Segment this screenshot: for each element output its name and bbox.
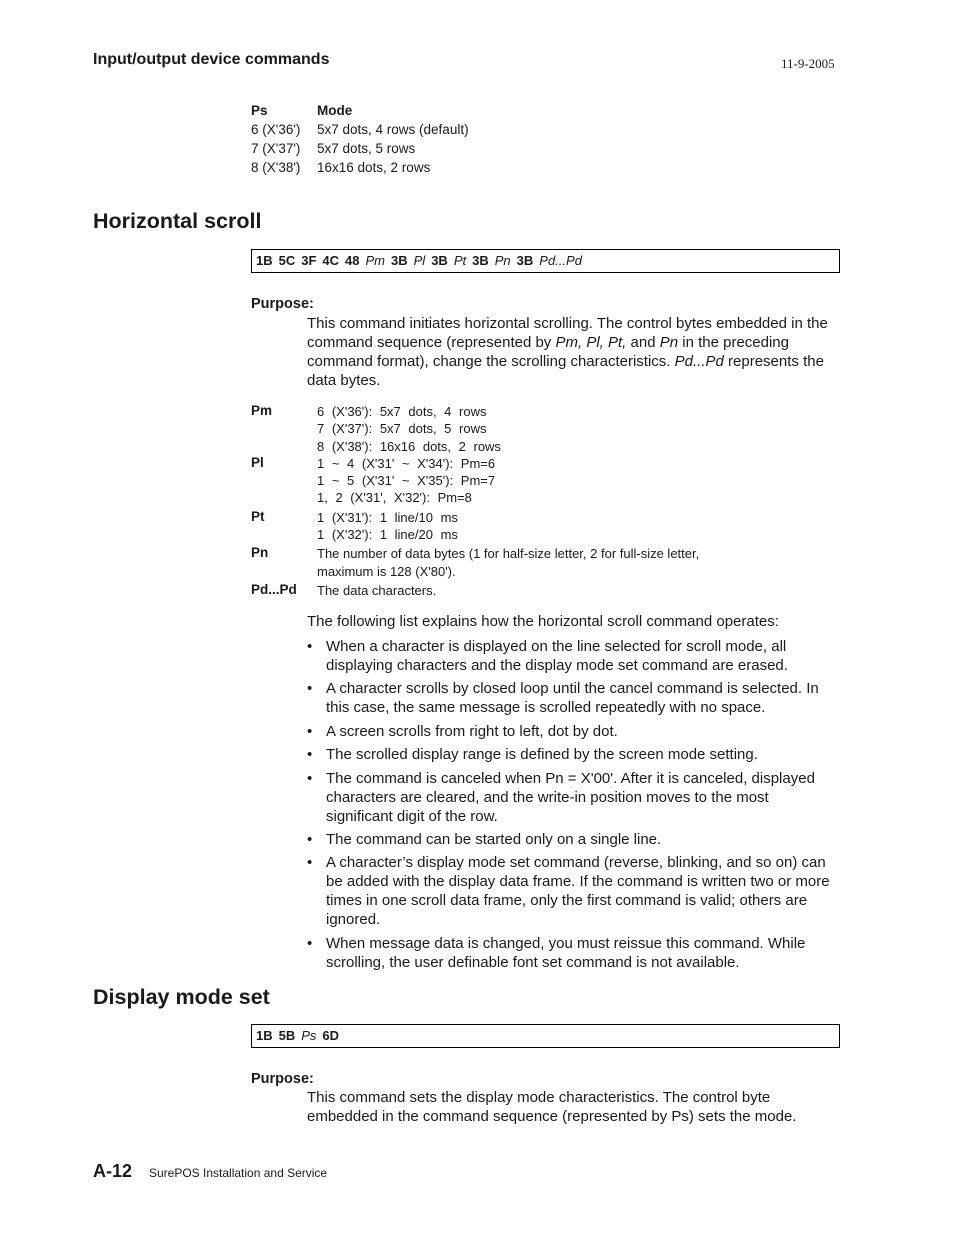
- parameter-name: Pl: [251, 454, 264, 470]
- command-format-box: [251, 249, 840, 273]
- purpose-italic: Pm, Pl, Pt,: [555, 334, 627, 351]
- parameter-row-pt: [251, 509, 699, 544]
- command-byte: 48: [345, 253, 360, 268]
- purpose-paragraph: This command sets the display mode characteristics. The control byte embedded in the command sequence (represented by Ps) sets the mode.: [307, 1089, 797, 1125]
- running-head: Input/output device commands: [93, 51, 330, 68]
- list-item: • When a character is displayed on the line selected for scroll mode, all displaying characters and the display mode set command are erased.: [307, 637, 837, 675]
- list-item: • A character’s display mode set command (reverse, blinking, and so on) can be added with the display data frame. If the command is written two or more times in one scroll data frame, only the first command is valid; others are ignored.: [307, 853, 837, 929]
- parameter-values: [317, 582, 436, 599]
- command-byte: 3B: [472, 253, 489, 268]
- command-byte: 5C: [278, 253, 296, 268]
- operation-list: [307, 637, 837, 976]
- parameter-name: Pt: [251, 508, 265, 524]
- command-format-box: [251, 1024, 840, 1048]
- parameter-row-pn: [251, 545, 699, 580]
- document-date: 11-9-2005: [781, 56, 835, 71]
- list-item: • The command can be started only on a single line.: [307, 830, 837, 849]
- book-title: SurePOS Installation and Service: [149, 1166, 328, 1180]
- section-heading-display-mode-set: Display mode set: [93, 985, 270, 1009]
- table-cell: 5x7 dots, 4 rows (default): [317, 122, 469, 137]
- purpose-italic: Pn: [659, 334, 679, 351]
- table-row: [251, 160, 469, 179]
- command-byte: 5B: [278, 1028, 296, 1043]
- parameter-line: 6 (X'36'): 5x7 dots, 4 rows: [317, 404, 487, 419]
- parameter-line: maximum is 128 (X'80').: [317, 563, 456, 579]
- parameter-name: Pd...Pd: [251, 581, 297, 597]
- parameter-values: [317, 455, 495, 507]
- column-header-ps: Ps: [251, 103, 268, 118]
- command-param: Pl: [413, 253, 426, 268]
- purpose-label: Purpose:: [251, 296, 314, 312]
- table-header-row: [251, 103, 469, 122]
- parameter-row-pm: [251, 403, 699, 455]
- command-byte: 1B: [256, 253, 273, 268]
- column-header-mode: Mode: [317, 103, 353, 118]
- parameter-line: The data characters.: [317, 582, 437, 598]
- parameter-values: [317, 509, 458, 544]
- purpose-text: in the preceding command format), change the scrolling characteristics.: [307, 334, 789, 370]
- purpose-text: represents the data bytes.: [307, 353, 824, 389]
- parameter-list: [251, 403, 699, 599]
- ps-mode-table: [251, 103, 469, 179]
- command-byte: 6D: [322, 1028, 340, 1043]
- parameter-line: The number of data bytes (1 for half-size letter, 2 for full-size letter,: [317, 546, 700, 562]
- command-param: Pm: [365, 253, 386, 268]
- purpose-text: and: [626, 334, 660, 351]
- list-item: • A character scrolls by closed loop until the cancel command is selected. In this case, the same message is scrolled repeatedly with no space.: [307, 679, 837, 717]
- parameter-line: 8 (X'38'): 16x16 dots, 2 rows: [317, 438, 501, 454]
- command-param: Ps: [301, 1028, 317, 1043]
- parameter-line: 7 (X'37'): 5x7 dots, 5 rows: [317, 421, 487, 437]
- table-cell: 8 (X'38'): [251, 160, 301, 175]
- list-item: • A screen scrolls from right to left, dot by dot.: [307, 722, 837, 741]
- purpose-italic: Pd...Pd: [674, 353, 724, 370]
- purpose-text: This command initiates horizontal scrolling. The control bytes embedded in the command sequence (represented by: [307, 315, 828, 351]
- command-byte: 1B: [256, 1028, 273, 1043]
- list-item: • The scrolled display range is defined by the screen mode setting.: [307, 745, 837, 764]
- parameter-row-pl: [251, 455, 699, 507]
- command-byte: 3B: [391, 253, 408, 268]
- purpose-label: Purpose:: [251, 1071, 314, 1087]
- table-cell: 5x7 dots, 5 rows: [317, 141, 416, 156]
- command-byte: 3F: [301, 253, 317, 268]
- table-row: [251, 122, 469, 141]
- parameter-values: [317, 545, 699, 580]
- section-heading-horizontal-scroll: Horizontal scroll: [93, 209, 262, 233]
- list-item: • The command is canceled when Pn = X'00'. After it is canceled, displayed characters are cleared, and the write-in position moves to the most significant digit of the row.: [307, 769, 837, 826]
- parameter-line: 1, 2 (X'31', X'32'): Pm=8: [317, 490, 472, 506]
- command-param: Pn: [494, 253, 511, 268]
- list-intro: The following list explains how the horizontal scroll command operates:: [307, 613, 779, 630]
- parameter-name: Pn: [251, 545, 269, 561]
- parameter-line: 1 (X'32'): 1 line/20 ms: [317, 527, 458, 543]
- table-cell: 16x16 dots, 2 rows: [317, 160, 431, 175]
- list-item: • When message data is changed, you must reissue this command. While scrolling, the user definable font set command is not available.: [307, 934, 837, 972]
- parameter-line: 1 (X'31'): 1 line/10 ms: [317, 509, 458, 525]
- parameter-line: 1 ~ 4 (X'31' ~ X'34'): Pm=6: [317, 455, 496, 471]
- command-byte: 3B: [516, 253, 534, 268]
- command-byte: 4C: [322, 253, 340, 268]
- table-cell: 6 (X'36'): [251, 122, 301, 137]
- purpose-paragraph: [307, 314, 837, 390]
- command-param: Pt: [453, 253, 467, 268]
- parameter-row-pd: [251, 582, 699, 599]
- parameter-values: [317, 403, 501, 455]
- parameter-line: 1 ~ 5 (X'31' ~ X'35'): Pm=7: [317, 473, 496, 489]
- command-param: Pd...Pd: [539, 253, 582, 268]
- page-number: A-12: [93, 1161, 133, 1181]
- parameter-name: Pm: [251, 403, 273, 418]
- table-row: [251, 141, 469, 160]
- table-cell: 7 (X'37'): [251, 141, 301, 156]
- command-byte: 3B: [431, 253, 448, 268]
